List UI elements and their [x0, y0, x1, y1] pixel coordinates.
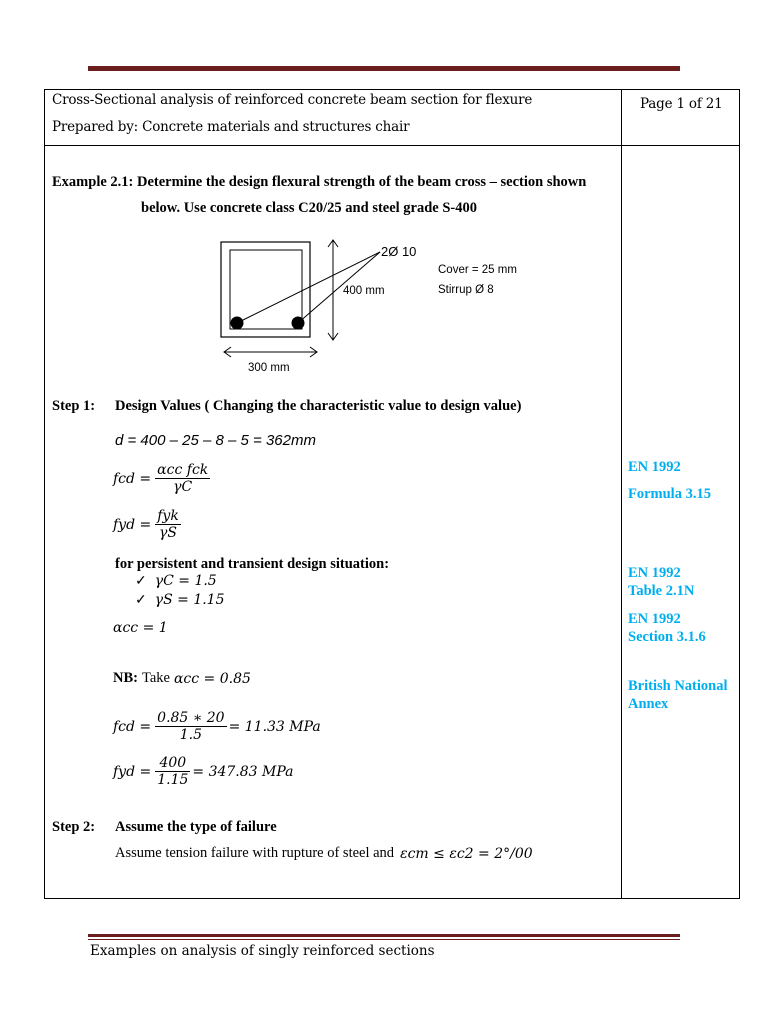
fyd-calc-numerator: 400: [155, 755, 190, 772]
gamma-c-value: γC = 1.5: [154, 573, 217, 589]
reference-en1992-a: EN 1992: [628, 459, 681, 475]
nb-text: Take: [141, 670, 170, 686]
alpha-cc-value: αcc = 1: [113, 620, 168, 636]
reference-annex: Annex: [628, 696, 669, 712]
fcd-formula-numerator: αcc fck: [157, 462, 209, 478]
strain-condition: εcm ≤ εc2 = 2°/00: [400, 845, 533, 862]
height-label: 400 mm: [343, 285, 385, 297]
width-label: 300 mm: [248, 362, 290, 374]
footer-text: Examples on analysis of singly reinforced sections: [90, 943, 435, 959]
footer-rule-thick: [88, 934, 680, 937]
example-statement-line1: Example 2.1: Determine the design flexural strength of the beam cross – section shown: [52, 174, 587, 190]
nb-value: αcc = 0.85: [173, 670, 251, 687]
step2-title: Assume the type of failure: [115, 819, 277, 835]
example-statement-line2: below. Use concrete class C20/25 and steel grade S-400: [141, 200, 478, 216]
gamma-s-value: γS = 1.15: [154, 592, 225, 608]
stirrup-outline: [230, 250, 302, 329]
fcd-formula-lhs: fcd =: [113, 470, 152, 487]
footer-rule-thin: [88, 939, 680, 940]
fcd-formula: [113, 462, 210, 495]
nb-note: [113, 670, 251, 687]
cover-label: Cover = 25 mm: [438, 264, 517, 276]
gamma-s-item: [135, 592, 225, 608]
fyd-formula: [113, 508, 181, 541]
stirrup-label: Stirrup Ø 8: [438, 284, 494, 296]
step2-label: Step 2:: [52, 819, 96, 835]
beam-section-figure: [200, 236, 540, 376]
fcd-calc-lhs: fcd =: [113, 718, 152, 735]
fyd-formula-lhs: fyd =: [113, 516, 152, 533]
fyd-formula-numerator: fyk: [157, 508, 179, 524]
check-icon: ✓: [135, 573, 147, 589]
bars-label: 2Ø 10: [381, 244, 417, 259]
fcd-calc-denominator: 1.5: [179, 727, 202, 743]
reference-en1992-b: EN 1992: [628, 565, 681, 581]
fcd-calc-numerator: 0.85 ∗ 20: [157, 710, 225, 726]
fyd-formula-denominator: γS: [159, 525, 177, 541]
fyd-calculation: [113, 755, 294, 788]
reference-column-divider: [621, 89, 622, 899]
fcd-formula-denominator: γC: [173, 479, 193, 495]
prepared-by: Prepared by: Concrete materials and structures chair: [52, 119, 410, 135]
reference-table-2-1n: Table 2.1N: [628, 583, 695, 599]
gamma-c-item: [135, 573, 217, 589]
reference-en1992-c: EN 1992: [628, 611, 681, 627]
fcd-calculation: [113, 710, 321, 743]
top-rule: [88, 66, 680, 71]
document-title: Cross-Sectional analysis of reinforced concrete beam section for flexure: [52, 92, 533, 108]
fyd-calc-lhs: fyd =: [113, 763, 152, 780]
design-situation-heading: for persistent and transient design situation:: [115, 556, 390, 572]
step2-statement: [115, 845, 533, 862]
effective-depth-equation: d = 400 – 25 – 8 – 5 = 362mm: [115, 432, 316, 449]
step1-title: Design Values ( Changing the characteristic value to design value): [115, 398, 522, 414]
fyd-calc-denominator: 1.15: [157, 772, 189, 788]
reference-british-national: British National: [628, 678, 728, 694]
check-icon: ✓: [135, 592, 147, 608]
step2-text: Assume tension failure with rupture of steel and: [115, 845, 395, 861]
step1-label: Step 1:: [52, 398, 96, 414]
reference-section-3-1-6: Section 3.1.6: [628, 629, 706, 645]
fcd-calc-result: = 11.33 MPa: [228, 718, 321, 735]
nb-label: NB:: [113, 670, 138, 686]
page-number: Page 1 of 21: [640, 96, 723, 112]
reference-formula-3-15: Formula 3.15: [628, 486, 711, 502]
header-divider: [44, 145, 740, 146]
fyd-calc-result: = 347.83 MPa: [192, 763, 294, 780]
